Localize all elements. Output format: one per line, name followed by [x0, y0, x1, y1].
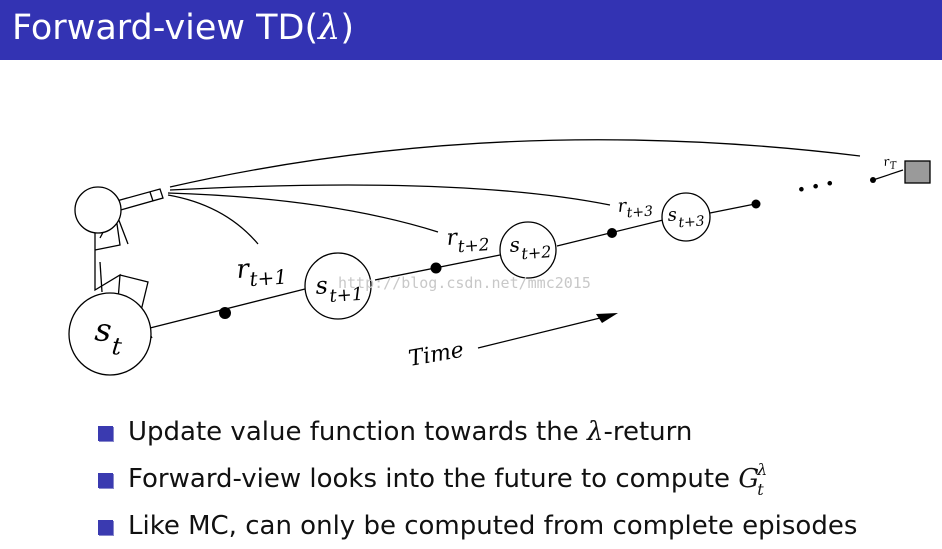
title-suffix: )	[340, 8, 354, 48]
reward-dot	[752, 200, 761, 209]
page-title	[12, 6, 354, 50]
td-lambda-diagram	[0, 60, 942, 400]
state-label-s-t3: $s_{t+3}$	[666, 204, 706, 232]
bullet-text: Update value function towards the λ-return	[128, 416, 693, 447]
bullet-square-icon	[98, 473, 113, 488]
bullet-item	[98, 502, 918, 549]
reward-label-t3: $r_{t+3}$	[616, 195, 654, 222]
state-label-s-t2: $s_{t+2}$	[508, 232, 553, 264]
reward-label-t1: $r_{t+1}$	[235, 254, 288, 292]
bullet-square-icon	[98, 426, 113, 441]
ellipsis: • • •	[794, 173, 837, 200]
bullet-text: Like MC, can only be computed from complete episodes	[128, 510, 858, 541]
terminal-state	[905, 161, 930, 183]
reward-dot	[607, 228, 617, 238]
observer-head	[75, 187, 121, 233]
bullet-item	[98, 455, 918, 502]
state-label-s-t1: $s_{t+1}$	[314, 271, 364, 308]
reward-dot	[219, 307, 231, 319]
lookahead-arc-final	[170, 140, 860, 187]
state-label-s-t: $s_t$	[93, 310, 123, 361]
title-bar	[0, 0, 942, 60]
reward-label-t2: $r_{t+2}$	[445, 225, 491, 258]
lookahead-arc-2	[168, 193, 438, 232]
bullet-square-icon	[98, 520, 113, 535]
time-label: Time	[406, 337, 466, 372]
lookahead-arc-1	[168, 195, 258, 244]
bullet-item	[98, 408, 918, 455]
reward-label-T: $r_T$	[882, 154, 898, 173]
bullet-text: Forward-view looks into the future to compute $G^\lambda_t$	[128, 459, 768, 499]
lookahead-arc-3	[170, 185, 610, 205]
title-lambda: λ	[318, 8, 341, 48]
title-prefix: Forward-view TD(	[12, 8, 319, 48]
bullet-list	[98, 408, 918, 549]
time-arrow	[478, 313, 618, 348]
reward-dot	[431, 263, 442, 274]
watermark: http://blog.csdn.net/mmc2015	[338, 274, 591, 292]
